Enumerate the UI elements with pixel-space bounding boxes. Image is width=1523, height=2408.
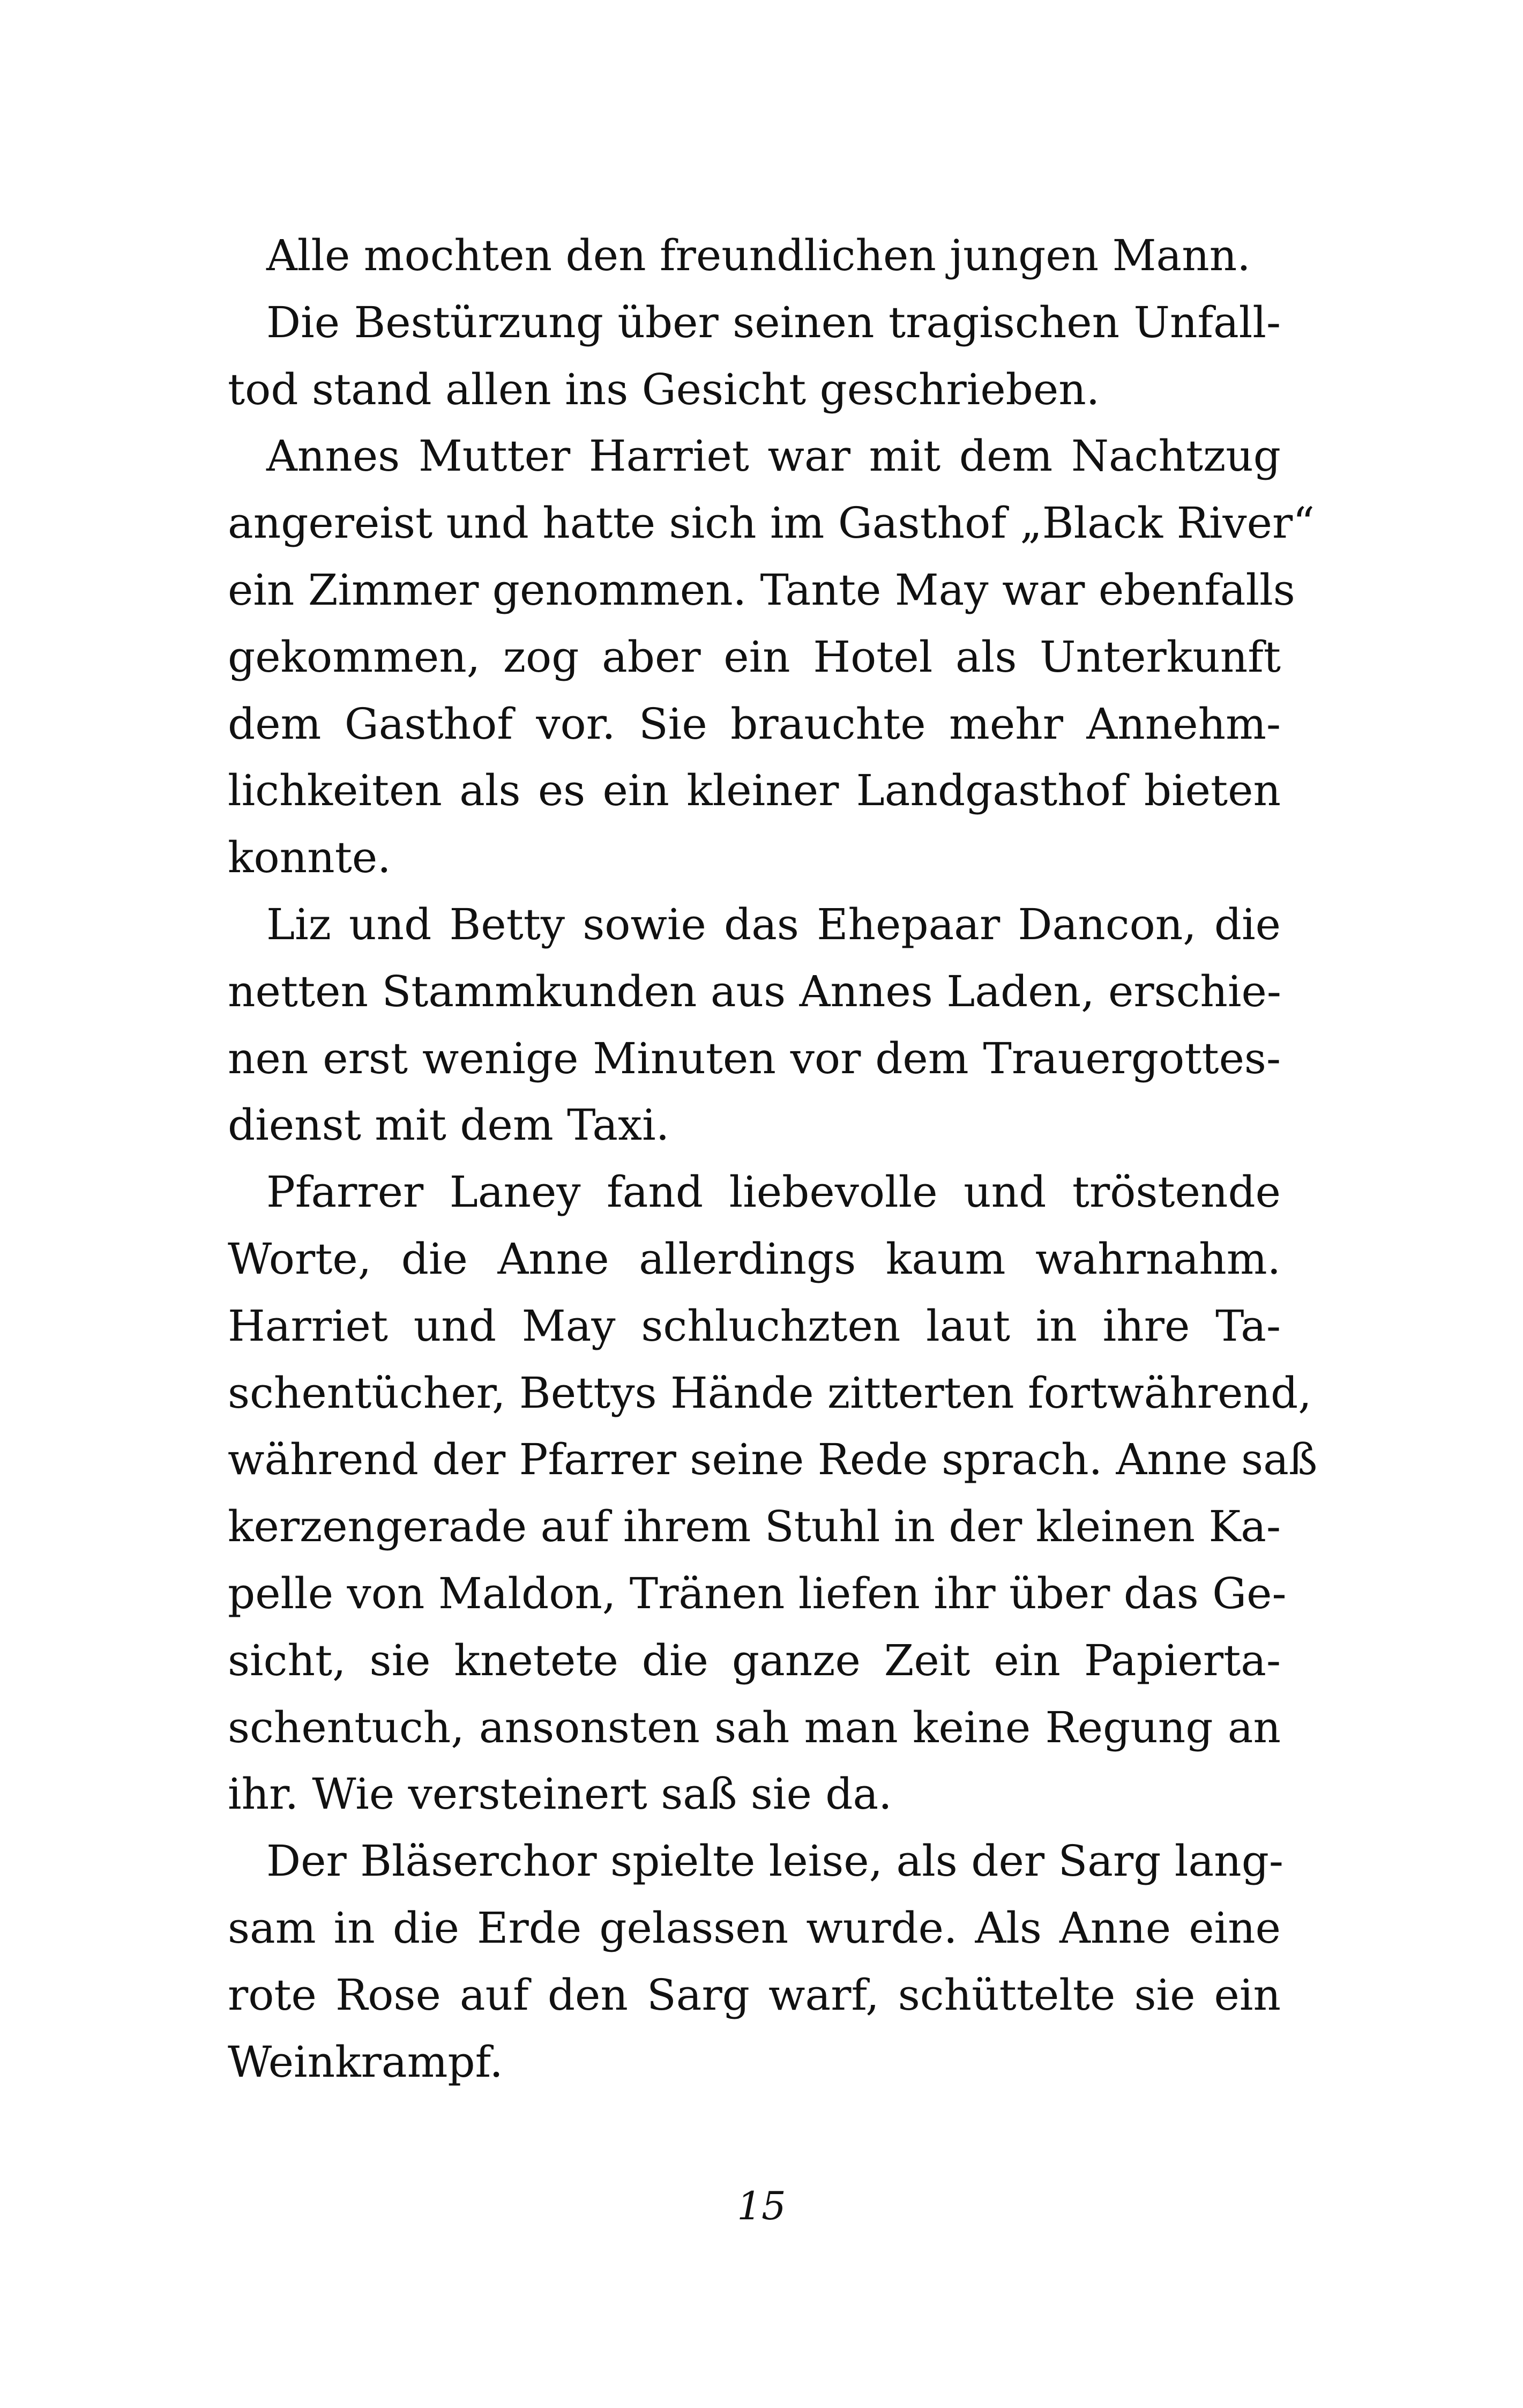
text-line: sam in die Erde gelassen wurde. Als Anne eine bbox=[228, 1902, 1281, 1953]
text-line: Alle mochten den freundlichen jungen Mann. bbox=[266, 231, 1251, 280]
text-line: Pfarrer Laney fand liebevolle und tröstende bbox=[266, 1167, 1281, 1217]
text-line: lichkeiten als es ein kleiner Landgasthof bieten bbox=[228, 765, 1281, 816]
text-line: kerzengerade auf ihrem Stuhl in der kleinen Ka- bbox=[228, 1502, 1281, 1552]
text-line: dienst mit dem Taxi. bbox=[228, 1100, 670, 1150]
text-line: Liz und Betty sowie das Ehepaar Dancon, die bbox=[266, 899, 1281, 949]
text-line: Harriet und May schluchzten laut in ihre Ta- bbox=[228, 1300, 1281, 1351]
text-line: tod stand allen ins Gesicht geschrieben. bbox=[228, 364, 1100, 414]
text-line: schentuch, ansonsten sah man keine Regung an bbox=[228, 1702, 1281, 1752]
text-line: Annes Mutter Harriet war mit dem Nachtzug bbox=[266, 431, 1281, 481]
text-line: konnte. bbox=[228, 833, 391, 883]
text-line: während der Pfarrer seine Rede sprach. Anne saß bbox=[228, 1435, 1318, 1485]
text-line: netten Stammkunden aus Annes Laden, erschie- bbox=[228, 966, 1281, 1016]
text-line: schentücher, Bettys Hände zitterten fortwährend, bbox=[228, 1367, 1312, 1418]
text-line: sicht, sie knetete die ganze Zeit ein Papierta- bbox=[228, 1635, 1281, 1685]
page-number: 15 bbox=[737, 2183, 786, 2228]
text-line: Weinkrampf. bbox=[228, 2037, 503, 2087]
text-line: angereist und hatte sich im Gasthof „Black River“ bbox=[228, 498, 1315, 548]
text-line: nen erst wenige Minuten vor dem Trauergottes- bbox=[228, 1033, 1281, 1083]
text-line: pelle von Maldon, Tränen liefen ihr über das Ge- bbox=[228, 1568, 1287, 1618]
text-line: Die Bestürzung über seinen tragischen Unfall- bbox=[266, 297, 1281, 347]
text-line: gekommen, zog aber ein Hotel als Unterkunft bbox=[228, 631, 1281, 682]
text-line: Worte, die Anne allerdings kaum wahrnahm. bbox=[228, 1233, 1281, 1284]
body-text bbox=[228, 222, 1318, 2095]
text-line: Der Bläserchor spielte leise, als der Sarg lang- bbox=[266, 1836, 1283, 1886]
text-line: rote Rose auf den Sarg warf, schüttelte sie ein bbox=[228, 1969, 1281, 2020]
text-line: ihr. Wie versteinert saß sie da. bbox=[228, 1769, 892, 1819]
text-line: ein Zimmer genommen. Tante May war ebenfalls bbox=[228, 564, 1295, 615]
text-line: dem Gasthof vor. Sie brauchte mehr Annehm- bbox=[228, 698, 1281, 749]
